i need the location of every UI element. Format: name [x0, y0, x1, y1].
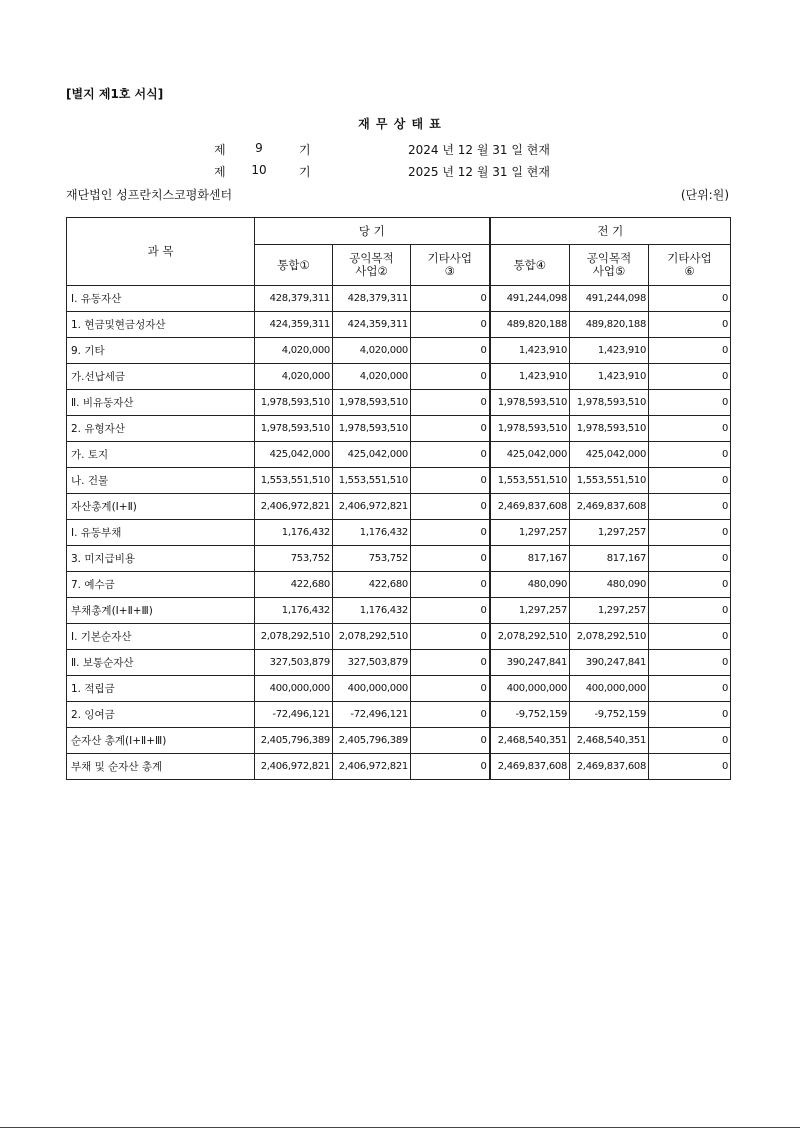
amount-cell: 2,469,837,608 [490, 494, 570, 520]
amount-cell: 2,469,837,608 [570, 754, 649, 780]
amount-cell: 0 [649, 650, 731, 676]
amount-cell: 400,000,000 [333, 676, 411, 702]
amount-cell: 2,405,796,389 [255, 728, 333, 754]
amount-cell: 0 [411, 312, 490, 338]
subject-header: 과 목 [67, 218, 255, 286]
amount-cell: 1,423,910 [570, 364, 649, 390]
amount-cell: 425,042,000 [333, 442, 411, 468]
account-label: Ⅱ. 보통순자산 [67, 650, 255, 676]
account-label: 2. 잉여금 [67, 702, 255, 728]
amount-cell: 0 [649, 416, 731, 442]
col-header-current-public [333, 245, 411, 286]
period-number: 10 [251, 163, 267, 177]
amount-cell: 1,978,593,510 [333, 390, 411, 416]
amount-cell: 0 [649, 676, 731, 702]
table-row [67, 572, 731, 598]
amount-cell: 1,978,593,510 [490, 416, 570, 442]
amount-cell: 390,247,841 [490, 650, 570, 676]
amount-cell: 1,176,432 [255, 520, 333, 546]
col-header-line: 공익목적 [586, 251, 632, 265]
account-label: 가.선납세금 [67, 364, 255, 390]
current-period-header: 당 기 [255, 218, 490, 245]
amount-cell: 480,090 [490, 572, 570, 598]
amount-cell: 390,247,841 [570, 650, 649, 676]
amount-cell: 0 [411, 390, 490, 416]
amount-cell: 1,423,910 [570, 338, 649, 364]
amount-cell: 327,503,879 [255, 650, 333, 676]
amount-cell: 1,297,257 [570, 598, 649, 624]
amount-cell: 400,000,000 [490, 676, 570, 702]
amount-cell: 424,359,311 [333, 312, 411, 338]
amount-cell: 2,078,292,510 [333, 624, 411, 650]
amount-cell: 489,820,188 [490, 312, 570, 338]
table-row [67, 650, 731, 676]
amount-cell: 400,000,000 [255, 676, 333, 702]
col-header-line: 사업② [355, 264, 388, 278]
amount-cell: 1,553,551,510 [333, 468, 411, 494]
amount-cell: 0 [411, 468, 490, 494]
amount-cell: 4,020,000 [255, 364, 333, 390]
account-label: Ⅰ. 기본순자산 [67, 624, 255, 650]
balance-sheet-table [66, 217, 731, 780]
amount-cell: 428,379,311 [255, 286, 333, 312]
account-label: Ⅱ. 비유동자산 [67, 390, 255, 416]
amount-cell: 1,297,257 [490, 520, 570, 546]
table-row [67, 364, 731, 390]
amount-cell: 2,405,796,389 [333, 728, 411, 754]
amount-cell: 0 [411, 286, 490, 312]
amount-cell: 2,469,837,608 [570, 494, 649, 520]
amount-cell: 428,379,311 [333, 286, 411, 312]
amount-cell: 4,020,000 [333, 338, 411, 364]
amount-cell: 817,167 [490, 546, 570, 572]
account-label: 부채총계(Ⅰ+Ⅱ+Ⅲ) [67, 598, 255, 624]
amount-cell: 0 [411, 754, 490, 780]
amount-cell: 4,020,000 [333, 364, 411, 390]
amount-cell: 0 [411, 598, 490, 624]
amount-cell: 0 [649, 728, 731, 754]
amount-cell: 753,752 [333, 546, 411, 572]
amount-cell: -72,496,121 [255, 702, 333, 728]
amount-cell: 0 [649, 338, 731, 364]
table-row [67, 702, 731, 728]
table-row [67, 598, 731, 624]
amount-cell: 0 [411, 416, 490, 442]
account-label: 부채 및 순자산 총계 [67, 754, 255, 780]
col-header-current-total [255, 245, 333, 286]
col-header-prior-total [490, 245, 570, 286]
col-header-current-other [411, 245, 490, 286]
period-number: 9 [255, 141, 263, 155]
table-row [67, 442, 731, 468]
amount-cell: 0 [411, 624, 490, 650]
col-header-line: 통합④ [513, 257, 547, 272]
amount-cell: 424,359,311 [255, 312, 333, 338]
table-row [67, 312, 731, 338]
amount-cell: 425,042,000 [570, 442, 649, 468]
period-suffix: 기 [299, 143, 311, 157]
form-label: [별지 제1호 서식] [66, 87, 164, 101]
amount-cell: 2,078,292,510 [570, 624, 649, 650]
account-label: 7. 예수금 [67, 572, 255, 598]
amount-cell: 480,090 [570, 572, 649, 598]
amount-cell: 1,978,593,510 [255, 390, 333, 416]
amount-cell: 0 [649, 286, 731, 312]
amount-cell: 0 [649, 520, 731, 546]
amount-cell: 0 [649, 598, 731, 624]
amount-cell: 327,503,879 [333, 650, 411, 676]
amount-cell: 1,176,432 [255, 598, 333, 624]
col-header-line: ③ [444, 264, 455, 278]
table-row [67, 624, 731, 650]
period-date: 2024 년 12 월 31 일 현재 [408, 143, 550, 157]
amount-cell: 400,000,000 [570, 676, 649, 702]
amount-cell: 425,042,000 [490, 442, 570, 468]
amount-cell: 0 [649, 364, 731, 390]
account-label: 가. 토지 [67, 442, 255, 468]
table-row [67, 676, 731, 702]
amount-cell: 1,553,551,510 [255, 468, 333, 494]
amount-cell: 2,406,972,821 [255, 494, 333, 520]
amount-cell: -72,496,121 [333, 702, 411, 728]
organization-name: 재단법인 성프란치스코평화센터 [66, 188, 233, 202]
amount-cell: 0 [411, 520, 490, 546]
account-label: 1. 현금및현금성자산 [67, 312, 255, 338]
table-row [67, 338, 731, 364]
period-prefix: 제 [214, 165, 226, 179]
unit-label: (단위:원) [680, 188, 729, 202]
table-row [67, 546, 731, 572]
amount-cell: 0 [649, 442, 731, 468]
amount-cell: 0 [411, 702, 490, 728]
amount-cell: 2,078,292,510 [255, 624, 333, 650]
table-row [67, 754, 731, 780]
amount-cell: 817,167 [570, 546, 649, 572]
amount-cell: 1,176,432 [333, 520, 411, 546]
document-title: 재 무 상 태 표 [358, 117, 442, 131]
amount-cell: 0 [649, 390, 731, 416]
table-row [67, 468, 731, 494]
period-suffix: 기 [299, 165, 311, 179]
period-prefix: 제 [214, 143, 226, 157]
account-label: Ⅰ. 유동부채 [67, 520, 255, 546]
amount-cell: 0 [649, 624, 731, 650]
amount-cell: 0 [411, 364, 490, 390]
amount-cell: 0 [649, 494, 731, 520]
amount-cell: 0 [649, 468, 731, 494]
amount-cell: 2,406,972,821 [333, 494, 411, 520]
amount-cell: 0 [411, 676, 490, 702]
amount-cell: 2,078,292,510 [490, 624, 570, 650]
account-label: 3. 미지급비용 [67, 546, 255, 572]
amount-cell: 2,468,540,351 [570, 728, 649, 754]
amount-cell: 1,423,910 [490, 364, 570, 390]
prior-period-header: 전 기 [490, 218, 731, 245]
account-label: 1. 적립금 [67, 676, 255, 702]
balance-sheet-body [67, 286, 731, 780]
amount-cell: -9,752,159 [490, 702, 570, 728]
table-row [67, 416, 731, 442]
amount-cell: 1,978,593,510 [570, 390, 649, 416]
col-header-line: 기타사업 [427, 251, 472, 265]
amount-cell: 2,468,540,351 [490, 728, 570, 754]
amount-cell: 1,553,551,510 [570, 468, 649, 494]
amount-cell: 491,244,098 [570, 286, 649, 312]
amount-cell: 422,680 [333, 572, 411, 598]
amount-cell: 491,244,098 [490, 286, 570, 312]
amount-cell: 2,469,837,608 [490, 754, 570, 780]
amount-cell: 0 [649, 546, 731, 572]
amount-cell: 0 [649, 572, 731, 598]
amount-cell: 489,820,188 [570, 312, 649, 338]
amount-cell: 0 [411, 494, 490, 520]
account-label: 2. 유형자산 [67, 416, 255, 442]
amount-cell: 1,978,593,510 [333, 416, 411, 442]
amount-cell: 422,680 [255, 572, 333, 598]
col-header-prior-other [649, 245, 731, 286]
col-header-line: 공익목적 [349, 251, 394, 265]
amount-cell: 1,978,593,510 [255, 416, 333, 442]
amount-cell: 1,297,257 [570, 520, 649, 546]
amount-cell: 0 [411, 728, 490, 754]
amount-cell: 0 [411, 442, 490, 468]
account-label: Ⅰ. 유동자산 [67, 286, 255, 312]
amount-cell: 0 [649, 702, 731, 728]
amount-cell: 0 [411, 338, 490, 364]
amount-cell: 0 [411, 546, 490, 572]
amount-cell: 0 [411, 650, 490, 676]
table-row [67, 728, 731, 754]
amount-cell: 1,978,593,510 [570, 416, 649, 442]
amount-cell: 2,406,972,821 [255, 754, 333, 780]
col-header-prior-public [570, 245, 649, 286]
amount-cell: 0 [411, 572, 490, 598]
col-header-line: 통합① [277, 257, 310, 272]
amount-cell: 0 [649, 754, 731, 780]
amount-cell: 425,042,000 [255, 442, 333, 468]
page-bottom-rule [0, 1127, 800, 1128]
col-header-line: 기타사업 [667, 251, 712, 265]
amount-cell: 1,553,551,510 [490, 468, 570, 494]
table-row [67, 390, 731, 416]
amount-cell: 1,176,432 [333, 598, 411, 624]
table-row [67, 494, 731, 520]
account-label: 자산총계(Ⅰ+Ⅱ) [67, 494, 255, 520]
period-date: 2025 년 12 월 31 일 현재 [408, 165, 550, 179]
account-label: 나. 건물 [67, 468, 255, 494]
amount-cell: 753,752 [255, 546, 333, 572]
account-label: 순자산 총계(Ⅰ+Ⅱ+Ⅲ) [67, 728, 255, 754]
amount-cell: 1,297,257 [490, 598, 570, 624]
table-row [67, 286, 731, 312]
col-header-line: ⑥ [684, 264, 695, 278]
amount-cell: 2,406,972,821 [333, 754, 411, 780]
table-row [67, 520, 731, 546]
amount-cell: 1,978,593,510 [490, 390, 570, 416]
amount-cell: 4,020,000 [255, 338, 333, 364]
amount-cell: 0 [649, 312, 731, 338]
amount-cell: -9,752,159 [570, 702, 649, 728]
amount-cell: 1,423,910 [490, 338, 570, 364]
account-label: 9. 기타 [67, 338, 255, 364]
col-header-line: 사업⑤ [592, 264, 626, 278]
